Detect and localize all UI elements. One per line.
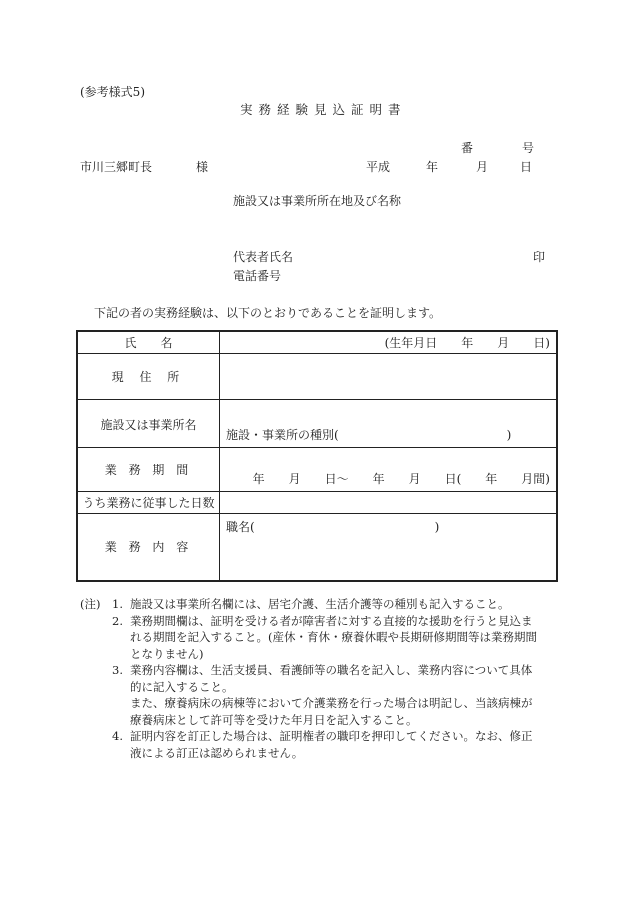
period-label-cell [77, 447, 220, 491]
note-number: 1. [112, 597, 123, 611]
list-item [80, 695, 540, 728]
certification-statement: 下記の者の実務経験は、以下のとおりであることを証明します。 [94, 306, 442, 320]
date-era: 平成 [366, 160, 391, 174]
addressee-honorific: 様 [196, 160, 209, 174]
name-cell [220, 331, 558, 353]
representative-label: 代表者氏名 [233, 250, 294, 264]
days-worked-cell [220, 491, 558, 513]
note-text: 証明内容を訂正した場合は、証明権者の職印を押印してください。なお、修正液による訂正は認められません。 [130, 729, 533, 760]
note-number: 4. [112, 729, 123, 743]
note-number: 3. [112, 663, 123, 677]
table-row [77, 331, 557, 353]
content-label: 業 務 内 容 [104, 540, 193, 555]
content-cell [220, 513, 558, 581]
note-text: また、療養病床の病棟等において介護業務を行った場合は明記し、当該病棟が療養病床として許可等を受けた年月日を記入すること。 [130, 696, 533, 727]
address-cell [220, 353, 558, 399]
days-label-cell [77, 491, 220, 513]
address-label-cell [77, 353, 220, 399]
notes-section [80, 596, 540, 761]
certification-table [76, 330, 558, 582]
addressee: 市川三郷町長 [80, 160, 153, 174]
period-cell [220, 447, 558, 491]
date-year: 年 [426, 160, 439, 174]
job-title-field: 職名( ) [226, 519, 440, 534]
period-label: 業 務 期 間 [104, 462, 193, 477]
number-suffix: 号 [522, 141, 535, 155]
address-label: 現 住 所 [111, 369, 186, 384]
facility-name-cell [220, 399, 558, 447]
name-label-cell [77, 331, 220, 353]
facility-type-field: 施設・事業所の種別( ) [226, 427, 512, 442]
table-row [77, 353, 557, 399]
content-label-cell [77, 513, 220, 581]
number-label: 番 [461, 141, 474, 155]
facility-name-label: 施設又は事業所名 [100, 417, 197, 432]
table-row [77, 399, 557, 447]
form-reference: (参考様式5) [80, 85, 145, 99]
list-item [80, 662, 540, 695]
list-item [80, 596, 540, 613]
facility-location-label: 施設又は事業所所在地及び名称 [233, 194, 402, 208]
list-item [80, 728, 540, 761]
notes-tag: (注) [80, 597, 101, 611]
days-worked-label: うち業務に従事した日数 [82, 495, 215, 510]
note-number: 2. [112, 613, 123, 628]
period-field: 年 月 日～ 年 月 日( 年 月間) [252, 471, 550, 486]
table-row [77, 491, 557, 513]
phone-label: 電話番号 [233, 269, 282, 283]
date-month: 月 [476, 160, 489, 174]
birth-date-field: (生年月日 年 月 日) [384, 335, 550, 350]
note-text: 業務内容欄は、生活支援員、看護師等の職名を記入し、業務内容について具体的に記入すること。 [130, 663, 533, 694]
facility-name-label-cell [77, 399, 220, 447]
list-item [80, 613, 540, 663]
table-row [77, 447, 557, 491]
date-day: 日 [520, 160, 533, 174]
table-row [77, 513, 557, 581]
note-text: 業務期間欄は、証明を受ける者が障害者に対する直接的な援助を行うと見込まれる期間を記入すること。(産休・育休・療養休暇や長期研修期間等は業務期間となりません) [130, 613, 537, 661]
note-number [112, 695, 130, 728]
seal-mark: 印 [533, 250, 546, 264]
name-label: 氏 名 [124, 335, 173, 350]
note-text: 施設又は事業所名欄には、居宅介護、生活介護等の種別も記入すること。 [130, 597, 510, 611]
document-title: 実務経験見込証明書 [240, 102, 407, 117]
